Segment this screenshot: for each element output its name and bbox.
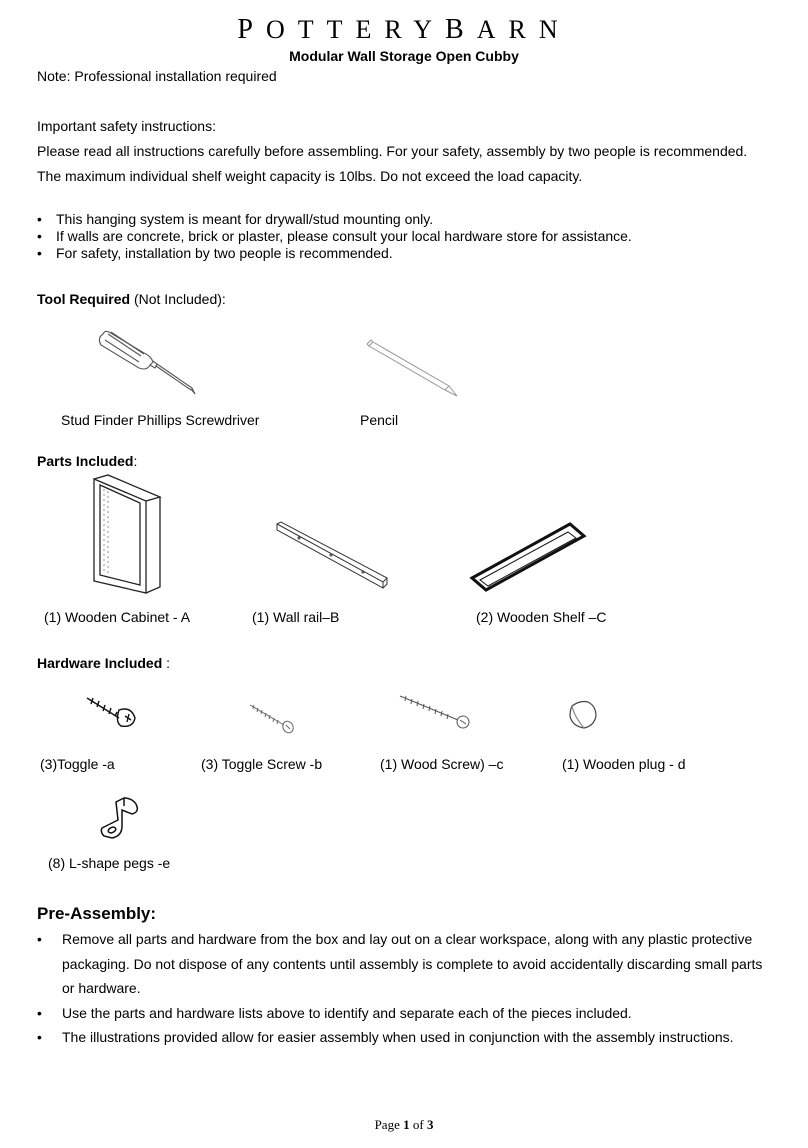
part-label-shelf: (2) Wooden Shelf –C xyxy=(476,609,607,625)
l-shape-peg-icon xyxy=(98,796,146,842)
wooden-shelf-icon xyxy=(468,520,588,596)
list-item: • Remove all parts and hardware from the box and lay out on a clear workspace, along with any plastic protective packaging. Do not dispose of any contents until assembly is complete to avoid accidentally discarding small parts or hardware. xyxy=(37,927,777,1001)
wooden-cabinet-icon xyxy=(90,473,165,595)
parts-heading: Parts Included: xyxy=(37,453,138,469)
list-item: • The illustrations provided allow for easier assembly when used in conjunction with the assembly instructions. xyxy=(37,1025,777,1050)
safety-bullet-list xyxy=(37,211,777,262)
page-number: Page 1 of 3 xyxy=(374,1117,434,1132)
part-label-cabinet: (1) Wooden Cabinet - A xyxy=(44,609,191,625)
safety-line-2: The maximum individual shelf weight capacity is 10lbs. Do not exceed the load capacity. xyxy=(37,168,583,184)
wall-rail-icon xyxy=(275,520,390,590)
toggle-screw-icon xyxy=(248,703,296,735)
hardware-label-toggle: (3)Toggle -a xyxy=(40,756,115,772)
toggle-anchor-icon xyxy=(85,694,140,730)
screwdriver-icon xyxy=(95,328,205,400)
hardware-heading: Hardware Included : xyxy=(37,655,171,671)
tool-label-screwdriver: Stud Finder Phillips Screwdriver xyxy=(61,412,260,428)
list-item: • This hanging system is meant for drywall/stud mounting only. xyxy=(37,211,777,228)
hardware-label-wooden-plug: (1) Wooden plug - d xyxy=(562,756,686,772)
installation-note: Note: Professional installation required xyxy=(37,68,277,84)
document-title: Modular Wall Storage Open Cubby xyxy=(289,48,519,64)
preassembly-bullet-list xyxy=(37,927,777,1050)
preassembly-heading: Pre-Assembly: xyxy=(37,904,157,923)
safety-line-1: Please read all instructions carefully before assembling. For your safety, assembly by two people is recommended. xyxy=(37,143,748,159)
wooden-plug-icon xyxy=(566,698,600,730)
part-label-wall-rail: (1) Wall rail–B xyxy=(252,609,340,625)
list-item: • Use the parts and hardware lists above to identify and separate each of the pieces included. xyxy=(37,1001,777,1026)
pencil-icon xyxy=(365,340,465,400)
tools-heading: Tool Required (Not Included): xyxy=(37,291,226,307)
safety-heading: Important safety instructions: xyxy=(37,118,216,134)
tool-label-pencil: Pencil xyxy=(360,412,399,428)
list-item: • For safety, installation by two people is recommended. xyxy=(37,245,777,262)
hardware-label-toggle-screw: (3) Toggle Screw -b xyxy=(201,756,323,772)
brand-logo: POTTERYBARN xyxy=(237,14,571,45)
wood-screw-icon xyxy=(398,694,474,730)
hardware-label-wood-screw: (1) Wood Screw) –c xyxy=(380,756,504,772)
hardware-label-l-shape-pegs: (8) L-shape pegs -e xyxy=(48,855,171,871)
list-item: • If walls are concrete, brick or plaster, please consult your local hardware store for assistance. xyxy=(37,228,777,245)
